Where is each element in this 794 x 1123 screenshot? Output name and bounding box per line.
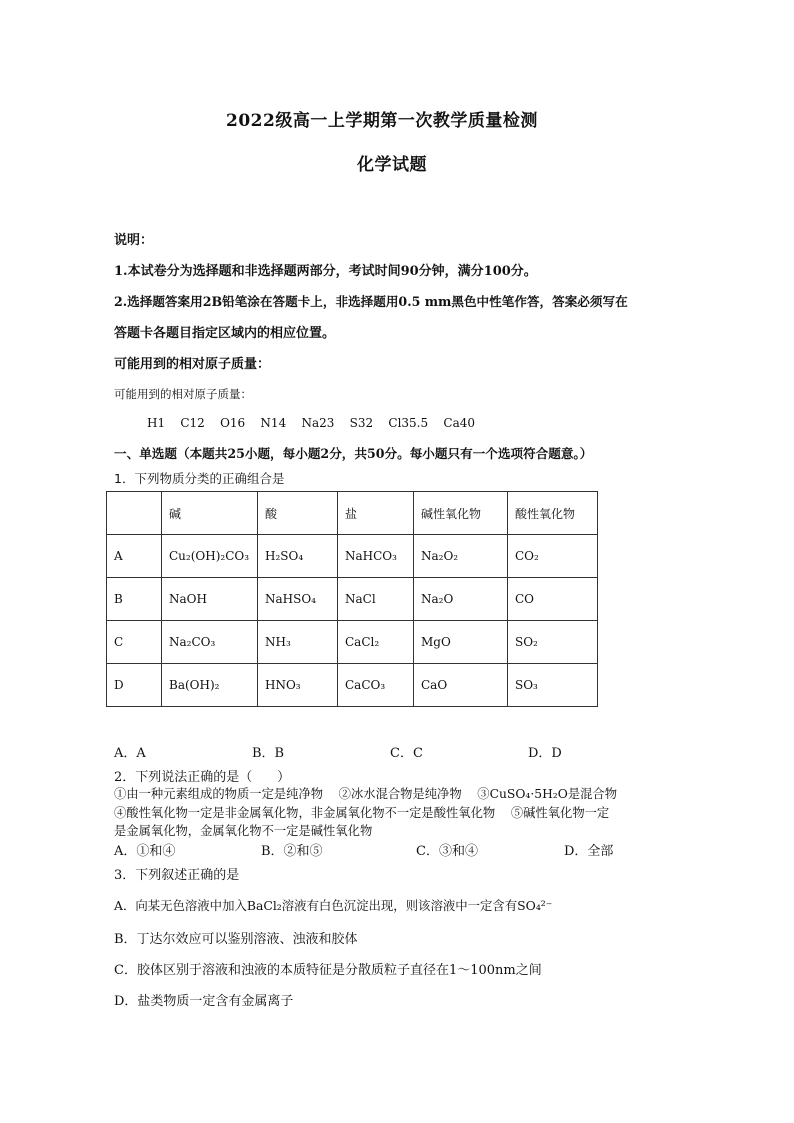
q2-statement-line-2: ④酸性氧化物一定是非金属氧化物，非金属氧化物不一定是酸性氧化物 ⑤碱性氧化物一定: [114, 806, 610, 820]
q2-option-c: C．③和④: [416, 844, 478, 859]
table-cell: Cu₂(OH)₂CO₃: [162, 535, 258, 578]
q2-statement-line-3: 是金属氧化物，金属氧化物不一定是碱性氧化物: [114, 824, 373, 838]
table-cell: B: [107, 578, 162, 621]
table-cell: NaHCO₃: [338, 535, 414, 578]
q3-option-d: D．盐类物质一定含有金属离子: [114, 994, 294, 1009]
q1-option-d: D．D: [528, 746, 562, 761]
table-cell: CO₂: [508, 535, 598, 578]
table-cell: NaHSO₄: [258, 578, 338, 621]
table-cell: SO₃: [508, 664, 598, 707]
classification-table: [106, 491, 598, 707]
q3-option-b: B．丁达尔效应可以鉴别溶液、浊液和胶体: [114, 932, 358, 947]
table-row: [107, 535, 598, 578]
q3-option-a: A．向某无色溶液中加入BaCl₂溶液有白色沉淀出现，则该溶液中一定含有SO₄²⁻: [114, 898, 553, 913]
question-2-stem: 2．下列说法正确的是（ ）: [114, 770, 291, 785]
q2-option-a: A．①和④: [114, 844, 176, 859]
table-cell: H₂SO₄: [258, 535, 338, 578]
table-row: [107, 664, 598, 707]
instruction-line-1: 1.本试卷分为选择题和非选择题两部分，考试时间90分钟，满分100分。: [114, 264, 537, 279]
instructions-heading: 说明：: [114, 233, 154, 248]
table-cell: CaO: [414, 664, 508, 707]
section-heading: 一、单选题（本题共25小题，每小题2分，共50分。每小题只有一个选项符合题意。）: [114, 446, 593, 461]
q2-option-b: B．②和⑤: [261, 844, 323, 859]
table-cell: Na₂O₂: [414, 535, 508, 578]
table-header-cell: 酸: [258, 492, 338, 535]
table-row: [107, 578, 598, 621]
table-cell: HNO₃: [258, 664, 338, 707]
q1-option-b: B．B: [252, 746, 285, 761]
table-header-cell: [107, 492, 162, 535]
q2-option-d: D．全部: [564, 844, 614, 859]
table-header-cell: 碱性氧化物: [414, 492, 508, 535]
table-cell: A: [107, 535, 162, 578]
q1-option-c: C．C: [390, 746, 423, 761]
table-cell: CaCO₃: [338, 664, 414, 707]
q2-statement-line-1: ①由一种元素组成的物质一定是纯净物 ②冰水混合物是纯净物 ③CuSO₄·5H₂O是混合物: [114, 787, 618, 801]
table-cell: NH₃: [258, 621, 338, 664]
table-cell: Ba(OH)₂: [162, 664, 258, 707]
atomic-mass-heading: 可能用到的相对原子质量：: [114, 357, 271, 372]
q1-option-a: A．A: [114, 746, 146, 761]
table-cell: SO₂: [508, 621, 598, 664]
question-3-stem: 3．下列叙述正确的是: [114, 868, 240, 883]
table-cell: C: [107, 621, 162, 664]
instruction-line-3: 答题卡各题目指定区域内的相应位置。: [114, 326, 336, 341]
table-cell: D: [107, 664, 162, 707]
table-cell: NaCl: [338, 578, 414, 621]
question-1-stem: 1．下列物质分类的正确组合是: [114, 471, 285, 486]
table-cell: CO: [508, 578, 598, 621]
exam-title: 2022级高一上学期第一次教学质量检测: [226, 111, 538, 131]
table-cell: Na₂O: [414, 578, 508, 621]
table-header-row: [107, 492, 598, 535]
atomic-mass-values: H1 C12 O16 N14 Na23 S32 Cl35.5 Ca40: [147, 416, 475, 430]
table-cell: CaCl₂: [338, 621, 414, 664]
instruction-line-2: 2.选择题答案用2B铅笔涂在答题卡上，非选择题用0.5 mm黑色中性笔作答，答案必须写在: [114, 294, 628, 309]
table-cell: NaOH: [162, 578, 258, 621]
table-cell: MgO: [414, 621, 508, 664]
table-header-cell: 碱: [162, 492, 258, 535]
table-cell: Na₂CO₃: [162, 621, 258, 664]
atomic-mass-subheading: 可能用到的相对原子质量：: [114, 387, 252, 401]
q3-option-c: C．胶体区别于溶液和浊液的本质特征是分散质粒子直径在1～100nm之间: [114, 963, 542, 978]
table-row: [107, 621, 598, 664]
exam-subtitle: 化学试题: [357, 155, 427, 175]
table-header-cell: 酸性氧化物: [508, 492, 598, 535]
table-header-cell: 盐: [338, 492, 414, 535]
